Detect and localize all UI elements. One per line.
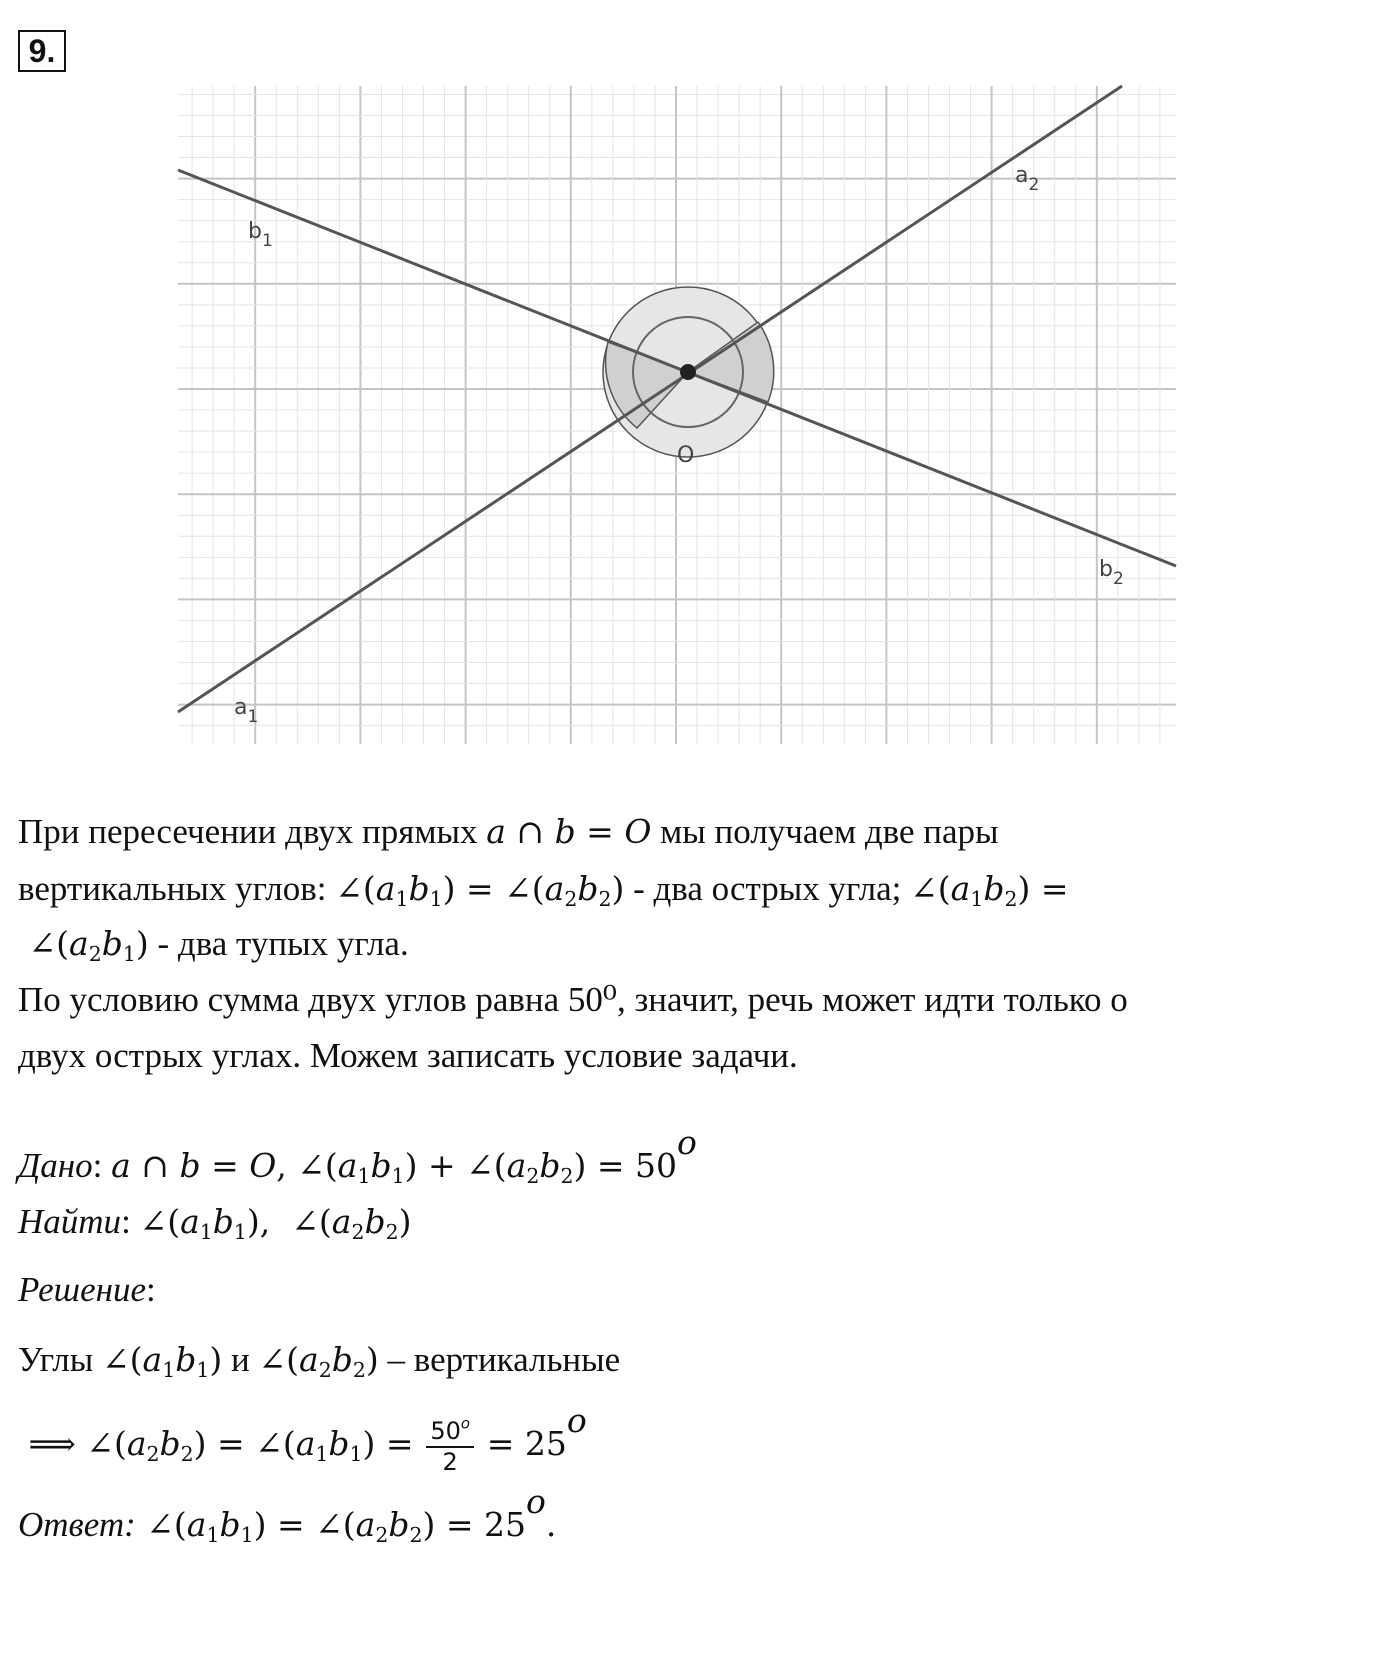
paragraph-line-4: По условию сумма двух углов равна 50⁰, значит, речь может идти только о (18, 980, 1128, 1019)
paragraph-line-5: двух острых углах. Можем записать условие задачи. (18, 1036, 798, 1075)
fraction: $\frac{50^o}{2}$ (426, 1417, 474, 1476)
problem-number: 9. (18, 30, 66, 72)
line-a (178, 86, 1122, 712)
label-a1: $a_1$ (234, 695, 259, 727)
given-label: Дано (18, 1146, 93, 1185)
solution-label: Решение (18, 1270, 147, 1309)
step-1-line: Углы $\angle(a_1b_1)$ и $\angle(a_2b_2)$ – вертикальные (18, 1340, 621, 1383)
label-b2: $b_2$ (1099, 557, 1124, 589)
step-2-line: ⟹ $\angle(a_2b_2)$ = $\angle(a_1b_1)$ = $\frac{50^o}{2}$ = $25^o$ (18, 1400, 587, 1477)
point-o (680, 364, 696, 380)
answer-line: Ответ: $\angle(a_1b_1)$ = $\angle(a_2b_2) = 25^o$. (18, 1481, 557, 1548)
answer-label: Ответ: (18, 1505, 136, 1544)
find-line: Найти: $\angle(a_1b_1)$, $\angle(a_2b_2)$ (18, 1202, 412, 1245)
paragraph-line-3: $\angle(a_2b_1)$ - два тупых угла. (18, 924, 409, 967)
label-a2: $a_2$ (1015, 163, 1040, 195)
geometry-figure (0, 0, 1400, 800)
given-line: Дано: a ∩ b = O, $\angle(a_1b_1)$ + $\angle(a_2b_2) = 50^o$ (18, 1122, 697, 1189)
paragraph-line-2: вертикальных углов: $\angle(a_1b_1)$ = $\angle(a_2b_2)$ - два острых угла; $\angle(a_1b_2)$ = (18, 869, 1069, 912)
find-label: Найти (18, 1202, 122, 1241)
solution-line: Решение: (18, 1270, 156, 1309)
label-b1: $b_1$ (248, 219, 273, 251)
label-o: O (677, 443, 695, 468)
paragraph-line-1: При пересечении двух прямых a ∩ b = O мы получаем две пары (18, 812, 999, 851)
